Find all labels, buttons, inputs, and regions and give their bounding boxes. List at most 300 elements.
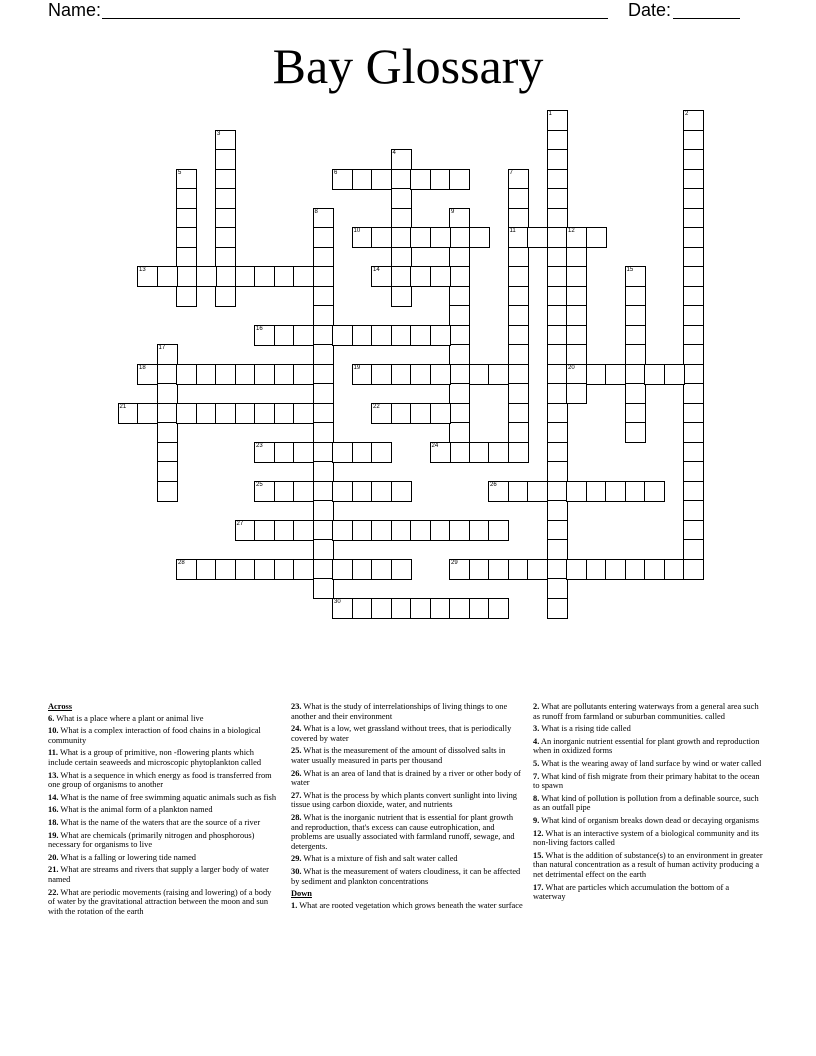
grid-cell[interactable]: [332, 559, 353, 580]
grid-cell[interactable]: [664, 364, 685, 385]
clue-text: What is an area of land that is drained by a river or other body of water: [291, 768, 521, 788]
grid-cell[interactable]: [547, 266, 568, 287]
grid-cell[interactable]: [644, 364, 665, 385]
grid-cell[interactable]: [449, 247, 470, 268]
grid-cell[interactable]: [176, 286, 197, 307]
grid-cell[interactable]: [449, 383, 470, 404]
grid-cell[interactable]: [566, 481, 587, 502]
grid-cell[interactable]: [391, 481, 412, 502]
grid-cell[interactable]: [683, 208, 704, 229]
grid-cell[interactable]: [449, 559, 470, 580]
grid-cell[interactable]: [352, 227, 373, 248]
grid-cell[interactable]: [683, 266, 704, 287]
grid-cell[interactable]: [683, 520, 704, 541]
grid-cell[interactable]: [547, 208, 568, 229]
grid-cell[interactable]: [274, 403, 295, 424]
grid-cell[interactable]: [371, 227, 392, 248]
grid-cell[interactable]: [547, 130, 568, 151]
grid-cell[interactable]: [371, 559, 392, 580]
grid-cell[interactable]: [137, 403, 158, 424]
grid-cell[interactable]: [196, 364, 217, 385]
grid-cell[interactable]: [215, 286, 236, 307]
grid-cell[interactable]: [449, 520, 470, 541]
grid-cell[interactable]: [547, 325, 568, 346]
grid-cell[interactable]: [547, 286, 568, 307]
grid-cell[interactable]: [274, 266, 295, 287]
grid-cell[interactable]: [430, 325, 451, 346]
across-heading: Across: [48, 702, 73, 711]
grid-cell[interactable]: [313, 442, 334, 463]
grid-cell[interactable]: [547, 364, 568, 385]
grid-cell[interactable]: [313, 344, 334, 365]
grid-cell[interactable]: [430, 364, 451, 385]
grid-cell[interactable]: [215, 227, 236, 248]
grid-cell[interactable]: [625, 344, 646, 365]
grid-cell[interactable]: [352, 169, 373, 190]
grid-cell[interactable]: [176, 169, 197, 190]
grid-cell[interactable]: [157, 461, 178, 482]
grid-cell[interactable]: [176, 227, 197, 248]
clue-text: What are pollutants entering waterways from a general area such as runoff from farmland or suburban communities. called: [533, 702, 759, 721]
grid-cell[interactable]: [274, 364, 295, 385]
grid-cell[interactable]: [547, 578, 568, 599]
grid-cell[interactable]: [508, 266, 529, 287]
grid-cell[interactable]: [508, 227, 529, 248]
grid-cell[interactable]: [508, 286, 529, 307]
grid-cell[interactable]: [547, 403, 568, 424]
grid-cell[interactable]: [683, 500, 704, 521]
grid-cell[interactable]: [176, 559, 197, 580]
grid-cell[interactable]: [625, 403, 646, 424]
grid-cell[interactable]: [488, 520, 509, 541]
grid-cell[interactable]: [449, 286, 470, 307]
grid-cell[interactable]: [410, 598, 431, 619]
grid-cell[interactable]: [371, 364, 392, 385]
grid-cell[interactable]: [254, 325, 275, 346]
grid-cell[interactable]: [293, 266, 314, 287]
grid-cell[interactable]: [371, 481, 392, 502]
grid-cell[interactable]: [157, 266, 178, 287]
grid-cell[interactable]: [547, 149, 568, 170]
grid-cell[interactable]: [254, 520, 275, 541]
grid-cell[interactable]: [683, 461, 704, 482]
grid-cell[interactable]: [235, 266, 256, 287]
grid-cell[interactable]: [313, 422, 334, 443]
grid-cell[interactable]: [547, 383, 568, 404]
clues-column-3: [533, 702, 763, 905]
grid-cell[interactable]: [488, 442, 509, 463]
grid-cell[interactable]: [157, 344, 178, 365]
grid-cell[interactable]: [683, 422, 704, 443]
grid-cell[interactable]: [391, 598, 412, 619]
grid-cell[interactable]: [449, 169, 470, 190]
grid-cell[interactable]: [274, 442, 295, 463]
grid-cell[interactable]: [410, 403, 431, 424]
clue-number: 12: [568, 228, 575, 234]
grid-cell[interactable]: [469, 227, 490, 248]
grid-cell[interactable]: [371, 442, 392, 463]
grid-cell[interactable]: [683, 247, 704, 268]
grid-cell[interactable]: [683, 344, 704, 365]
grid-cell[interactable]: [215, 247, 236, 268]
grid-cell[interactable]: [391, 188, 412, 209]
grid-cell[interactable]: [449, 403, 470, 424]
grid-cell[interactable]: [313, 325, 334, 346]
grid-cell[interactable]: [391, 227, 412, 248]
grid-cell[interactable]: [235, 559, 256, 580]
grid-cell[interactable]: [469, 442, 490, 463]
clue-text: What kind of fish migrate from their primary habitat to the ocean to spawn: [533, 771, 760, 791]
grid-cell[interactable]: [157, 364, 178, 385]
across-clue: [291, 867, 523, 886]
grid-cell[interactable]: [391, 169, 412, 190]
grid-cell[interactable]: [605, 481, 626, 502]
grid-cell[interactable]: [547, 169, 568, 190]
grid-cell[interactable]: [547, 500, 568, 521]
grid-cell[interactable]: [547, 227, 568, 248]
grid-cell[interactable]: [313, 578, 334, 599]
grid-cell[interactable]: [547, 110, 568, 131]
grid-cell[interactable]: [547, 305, 568, 326]
grid-cell[interactable]: [508, 559, 529, 580]
clue-text: What is the name of free swimming aquatic animals such as fish: [58, 792, 277, 802]
grid-cell[interactable]: [176, 403, 197, 424]
grid-cell[interactable]: [566, 305, 587, 326]
grid-cell[interactable]: [547, 559, 568, 580]
grid-cell[interactable]: [625, 286, 646, 307]
grid-cell[interactable]: [176, 247, 197, 268]
grid-cell[interactable]: [430, 520, 451, 541]
grid-cell[interactable]: [508, 383, 529, 404]
grid-cell[interactable]: [391, 520, 412, 541]
grid-cell[interactable]: [683, 364, 704, 385]
grid-cell[interactable]: [547, 422, 568, 443]
clue-number-label: 9.: [533, 815, 540, 825]
grid-cell[interactable]: [430, 403, 451, 424]
grid-cell[interactable]: [547, 344, 568, 365]
grid-cell[interactable]: [469, 598, 490, 619]
grid-cell[interactable]: [683, 325, 704, 346]
grid-cell[interactable]: [410, 227, 431, 248]
grid-cell[interactable]: [274, 481, 295, 502]
grid-cell[interactable]: [449, 325, 470, 346]
grid-cell[interactable]: [176, 188, 197, 209]
grid-cell[interactable]: [215, 149, 236, 170]
grid-cell[interactable]: [293, 481, 314, 502]
clue-number-label: 15.: [533, 850, 544, 860]
grid-cell[interactable]: [157, 442, 178, 463]
grid-cell[interactable]: [488, 598, 509, 619]
grid-cell[interactable]: [215, 188, 236, 209]
grid-cell[interactable]: [371, 598, 392, 619]
grid-cell[interactable]: [508, 169, 529, 190]
grid-cell[interactable]: [332, 442, 353, 463]
across-clue: [48, 888, 276, 917]
grid-cell[interactable]: [254, 403, 275, 424]
grid-cell[interactable]: [196, 559, 217, 580]
grid-cell[interactable]: [508, 208, 529, 229]
grid-cell[interactable]: [566, 325, 587, 346]
grid-cell[interactable]: [527, 481, 548, 502]
grid-cell[interactable]: [449, 364, 470, 385]
grid-cell[interactable]: [352, 598, 373, 619]
grid-cell[interactable]: [254, 481, 275, 502]
grid-cell[interactable]: [313, 539, 334, 560]
grid-cell[interactable]: [449, 598, 470, 619]
grid-cell[interactable]: [157, 383, 178, 404]
grid-cell[interactable]: [566, 364, 587, 385]
grid-cell[interactable]: [313, 208, 334, 229]
name-field-line[interactable]: [102, 18, 608, 19]
grid-cell[interactable]: [371, 403, 392, 424]
grid-cell[interactable]: [313, 559, 334, 580]
grid-cell[interactable]: [176, 266, 197, 287]
grid-cell[interactable]: [683, 110, 704, 131]
grid-cell[interactable]: [371, 520, 392, 541]
grid-cell[interactable]: [293, 403, 314, 424]
grid-cell[interactable]: [547, 188, 568, 209]
grid-cell[interactable]: [683, 481, 704, 502]
grid-cell[interactable]: [391, 208, 412, 229]
grid-cell[interactable]: [157, 422, 178, 443]
grid-cell[interactable]: [293, 364, 314, 385]
grid-cell[interactable]: [566, 286, 587, 307]
grid-cell[interactable]: [566, 559, 587, 580]
grid-cell[interactable]: [508, 422, 529, 443]
grid-cell[interactable]: [664, 559, 685, 580]
grid-cell[interactable]: [508, 247, 529, 268]
grid-cell[interactable]: [196, 266, 217, 287]
grid-cell[interactable]: [430, 169, 451, 190]
grid-cell[interactable]: [313, 500, 334, 521]
grid-cell[interactable]: [313, 481, 334, 502]
grid-cell[interactable]: [215, 266, 236, 287]
grid-cell[interactable]: [313, 266, 334, 287]
grid-cell[interactable]: [254, 559, 275, 580]
grid-cell[interactable]: [547, 481, 568, 502]
grid-cell[interactable]: [625, 559, 646, 580]
grid-cell[interactable]: [508, 442, 529, 463]
grid-cell[interactable]: [254, 442, 275, 463]
grid-cell[interactable]: [566, 344, 587, 365]
grid-cell[interactable]: [488, 559, 509, 580]
grid-cell[interactable]: [391, 266, 412, 287]
grid-cell[interactable]: [449, 344, 470, 365]
grid-cell[interactable]: [254, 266, 275, 287]
grid-cell[interactable]: [313, 286, 334, 307]
grid-cell[interactable]: [176, 208, 197, 229]
grid-cell[interactable]: [605, 559, 626, 580]
grid-cell[interactable]: [274, 325, 295, 346]
grid-cell[interactable]: [410, 520, 431, 541]
grid-cell[interactable]: [683, 305, 704, 326]
grid-cell[interactable]: [215, 403, 236, 424]
grid-cell[interactable]: [625, 266, 646, 287]
grid-cell[interactable]: [410, 364, 431, 385]
grid-cell[interactable]: [683, 442, 704, 463]
clue-text: What are periodic movements (raising and lowering) of a body of water by the gravitational attraction between the moon and sun with the rotation of the earth: [48, 887, 272, 916]
grid-cell[interactable]: [391, 403, 412, 424]
grid-cell[interactable]: [391, 286, 412, 307]
grid-cell[interactable]: [449, 442, 470, 463]
clue-number-label: 16.: [48, 805, 59, 815]
grid-cell[interactable]: [313, 364, 334, 385]
grid-cell[interactable]: [508, 188, 529, 209]
grid-cell[interactable]: [469, 520, 490, 541]
across-clue: [291, 746, 523, 765]
date-field-line[interactable]: [673, 18, 740, 19]
grid-cell[interactable]: [508, 403, 529, 424]
grid-cell[interactable]: [235, 364, 256, 385]
grid-cell[interactable]: [547, 539, 568, 560]
grid-cell[interactable]: [547, 461, 568, 482]
grid-cell[interactable]: [137, 266, 158, 287]
grid-cell[interactable]: [332, 520, 353, 541]
grid-cell[interactable]: [371, 325, 392, 346]
grid-cell[interactable]: [410, 325, 431, 346]
grid-cell[interactable]: [508, 364, 529, 385]
grid-cell[interactable]: [469, 559, 490, 580]
grid-cell[interactable]: [332, 169, 353, 190]
grid-cell[interactable]: [683, 149, 704, 170]
grid-cell[interactable]: [274, 520, 295, 541]
grid-cell[interactable]: [410, 169, 431, 190]
grid-cell[interactable]: [586, 364, 607, 385]
grid-cell[interactable]: [352, 442, 373, 463]
grid-cell[interactable]: [644, 559, 665, 580]
grid-cell[interactable]: [508, 344, 529, 365]
grid-cell[interactable]: [488, 481, 509, 502]
grid-cell[interactable]: [352, 559, 373, 580]
grid-cell[interactable]: [391, 325, 412, 346]
grid-cell[interactable]: [547, 247, 568, 268]
grid-cell[interactable]: [313, 520, 334, 541]
grid-cell[interactable]: [215, 559, 236, 580]
grid-cell[interactable]: [508, 305, 529, 326]
grid-cell[interactable]: [683, 227, 704, 248]
grid-cell[interactable]: [605, 364, 626, 385]
grid-cell[interactable]: [527, 227, 548, 248]
grid-cell[interactable]: [547, 520, 568, 541]
grid-cell[interactable]: [332, 481, 353, 502]
grid-cell[interactable]: [391, 559, 412, 580]
grid-cell[interactable]: [430, 598, 451, 619]
grid-cell[interactable]: [625, 364, 646, 385]
grid-cell[interactable]: [313, 227, 334, 248]
grid-cell[interactable]: [430, 266, 451, 287]
grid-cell[interactable]: [215, 364, 236, 385]
grid-cell[interactable]: [118, 403, 139, 424]
grid-cell[interactable]: [274, 559, 295, 580]
grid-cell[interactable]: [371, 266, 392, 287]
grid-cell[interactable]: [137, 364, 158, 385]
grid-cell[interactable]: [625, 422, 646, 443]
clue-text: What is the name of the waters that are the source of a river: [58, 817, 261, 827]
grid-cell[interactable]: [683, 169, 704, 190]
grid-cell[interactable]: [313, 305, 334, 326]
grid-cell[interactable]: [215, 130, 236, 151]
grid-cell[interactable]: [449, 227, 470, 248]
grid-cell[interactable]: [625, 481, 646, 502]
grid-cell[interactable]: [488, 364, 509, 385]
grid-cell[interactable]: [449, 305, 470, 326]
grid-cell[interactable]: [625, 383, 646, 404]
grid-cell[interactable]: [313, 247, 334, 268]
grid-cell[interactable]: [254, 364, 275, 385]
grid-cell[interactable]: [352, 325, 373, 346]
grid-cell[interactable]: [215, 169, 236, 190]
grid-cell[interactable]: [566, 247, 587, 268]
grid-cell[interactable]: [683, 130, 704, 151]
grid-cell[interactable]: [371, 169, 392, 190]
grid-cell[interactable]: [683, 403, 704, 424]
grid-cell[interactable]: [235, 520, 256, 541]
grid-cell[interactable]: [683, 383, 704, 404]
grid-cell[interactable]: [547, 598, 568, 619]
grid-cell[interactable]: [176, 364, 197, 385]
grid-cell[interactable]: [586, 227, 607, 248]
grid-cell[interactable]: [566, 227, 587, 248]
across-clue: [48, 771, 276, 790]
grid-cell[interactable]: [683, 188, 704, 209]
grid-cell[interactable]: [293, 520, 314, 541]
grid-cell[interactable]: [527, 559, 548, 580]
grid-cell[interactable]: [547, 442, 568, 463]
grid-cell[interactable]: [157, 403, 178, 424]
grid-cell[interactable]: [352, 364, 373, 385]
grid-cell[interactable]: [625, 325, 646, 346]
clue-number: 2: [685, 111, 689, 117]
grid-cell[interactable]: [157, 481, 178, 502]
grid-cell[interactable]: [352, 520, 373, 541]
grid-cell[interactable]: [235, 403, 256, 424]
grid-cell[interactable]: [332, 598, 353, 619]
grid-cell[interactable]: [410, 266, 431, 287]
grid-cell[interactable]: [586, 481, 607, 502]
grid-cell[interactable]: [586, 559, 607, 580]
grid-cell[interactable]: [215, 208, 236, 229]
grid-cell[interactable]: [313, 403, 334, 424]
grid-cell[interactable]: [566, 383, 587, 404]
grid-cell[interactable]: [683, 539, 704, 560]
grid-cell[interactable]: [313, 461, 334, 482]
grid-cell[interactable]: [625, 305, 646, 326]
grid-cell[interactable]: [196, 403, 217, 424]
grid-cell[interactable]: [332, 325, 353, 346]
grid-cell[interactable]: [391, 364, 412, 385]
grid-cell[interactable]: [508, 481, 529, 502]
grid-cell[interactable]: [293, 325, 314, 346]
grid-cell[interactable]: [683, 286, 704, 307]
grid-cell[interactable]: [449, 422, 470, 443]
grid-cell[interactable]: [508, 325, 529, 346]
grid-cell[interactable]: [391, 149, 412, 170]
grid-cell[interactable]: [430, 442, 451, 463]
grid-cell[interactable]: [352, 481, 373, 502]
grid-cell[interactable]: [449, 208, 470, 229]
grid-cell[interactable]: [644, 481, 665, 502]
grid-cell[interactable]: [430, 227, 451, 248]
grid-cell[interactable]: [293, 442, 314, 463]
grid-cell[interactable]: [469, 364, 490, 385]
clue-number: 30: [334, 598, 341, 605]
grid-cell[interactable]: [683, 559, 704, 580]
grid-cell[interactable]: [566, 266, 587, 287]
grid-cell[interactable]: [313, 383, 334, 404]
grid-cell[interactable]: [293, 559, 314, 580]
grid-cell[interactable]: [449, 266, 470, 287]
grid-cell[interactable]: [391, 247, 412, 268]
